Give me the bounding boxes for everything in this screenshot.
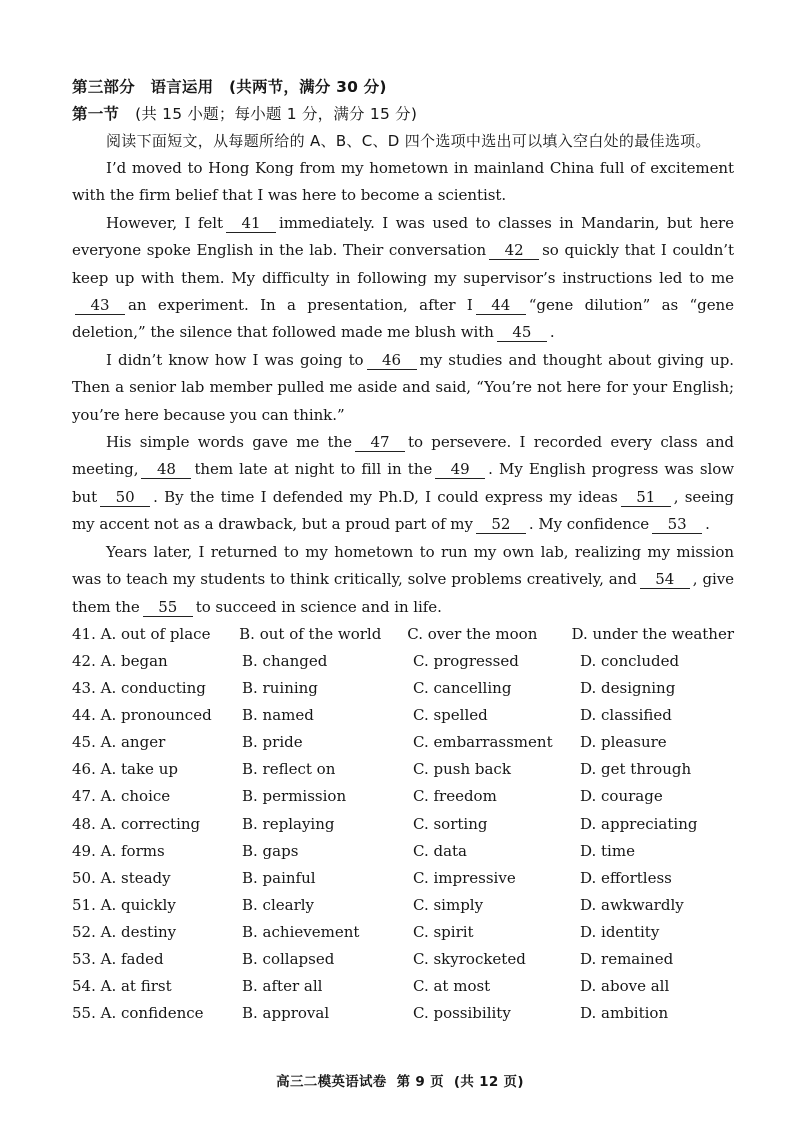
- option-d: D. above all: [580, 977, 670, 996]
- option-row-41: [72, 621, 734, 648]
- option-a: 43. A. conducting: [72, 679, 206, 698]
- option-b: B. changed: [242, 652, 328, 670]
- answer-options: [72, 621, 734, 1027]
- option-c: C. freedom: [413, 787, 497, 806]
- page-footer: [0, 1070, 800, 1090]
- option-b: B. reflect on: [242, 760, 336, 779]
- option-c: C. over the moon: [407, 624, 538, 643]
- blank-44: 44: [476, 296, 526, 315]
- option-a: 48. A. correcting: [72, 814, 201, 833]
- option-row-54: [72, 973, 734, 1000]
- option-c: C. spelled: [413, 706, 488, 725]
- blank-45: 45: [497, 323, 547, 342]
- blank-55: 55: [143, 598, 193, 617]
- blank-47: 47: [355, 433, 405, 452]
- passage-text: to succeed in science and in life.: [195, 597, 442, 616]
- passage-paragraph-5: [72, 539, 734, 621]
- option-a: 54. A. at first: [72, 977, 172, 996]
- option-row-43: [72, 675, 734, 702]
- passage-text: my studies and thought about giving up. Then a senior lab member pulled me aside and said, “You’re not here for your English; you’re here because you can think.”: [72, 350, 735, 424]
- option-b: B. approval: [242, 1004, 330, 1023]
- option-d: D. ambition: [580, 1004, 669, 1023]
- option-c: C. push back: [413, 760, 511, 779]
- option-b: B. permission: [242, 787, 347, 806]
- option-a: 42. A. began: [72, 652, 168, 670]
- passage-text: I didn’t know how I was going to: [106, 350, 364, 369]
- option-b: B. clearly: [242, 895, 315, 914]
- blank-53: 53: [652, 515, 702, 534]
- option-d: D. classified: [580, 706, 672, 725]
- blank-41: 41: [226, 214, 276, 233]
- option-c: C. skyrocketed: [413, 950, 526, 969]
- option-a: 49. A. forms: [72, 841, 165, 860]
- option-d: D. remained: [580, 950, 674, 969]
- option-row-48: [72, 811, 734, 838]
- passage-text: His simple words gave me the: [106, 433, 352, 452]
- option-a: 41. A. out of place: [72, 624, 211, 643]
- option-b: B. collapsed: [242, 950, 335, 969]
- option-d: D. designing: [580, 679, 676, 698]
- passage-text: an experiment. In a presentation, after I: [128, 296, 473, 315]
- option-d: D. awkwardly: [580, 895, 684, 914]
- option-d: D. pleasure: [580, 733, 667, 752]
- passage-text: .: [705, 515, 710, 534]
- passage-text: them late at night to fill in the: [194, 460, 433, 479]
- subsection-note: (共 15 小题；每小题 1 分，满分 15 分): [135, 105, 418, 123]
- option-row-53: [72, 946, 734, 973]
- option-c: C. at most: [413, 977, 491, 996]
- footer-exam-name: 高三二模英语试卷: [276, 1074, 387, 1090]
- passage-paragraph-3: [72, 347, 734, 429]
- option-row-50: [72, 865, 734, 892]
- option-c: C. data: [413, 841, 467, 860]
- option-d: D. identity: [580, 922, 660, 941]
- passage-text: , give them the: [72, 570, 734, 616]
- blank-54: 54: [640, 570, 690, 589]
- passage-text: Years later, I returned to my hometown to run my own lab, realizing my mission was to teach my students to think critically, solve problems creatively, and: [72, 542, 734, 589]
- option-row-55: [72, 1000, 734, 1027]
- passage-text: immediately. I was used to classes in Mandarin, but here everyone spoke English in the lab. Their conversation: [72, 213, 735, 260]
- option-c: C. spirit: [413, 922, 474, 941]
- option-c: C. impressive: [413, 868, 516, 887]
- subsection-title: 第一节: [72, 105, 120, 123]
- option-b: B. after all: [242, 977, 323, 996]
- passage-text: . By the time I defended my Ph.D, I could express my ideas: [153, 487, 618, 506]
- option-d: D. time: [580, 841, 635, 860]
- option-c: C. sorting: [413, 814, 488, 833]
- option-row-47: [72, 783, 734, 810]
- blank-52: 52: [476, 515, 526, 534]
- option-a: 46. A. take up: [72, 760, 178, 779]
- subsection-heading: [72, 100, 734, 128]
- option-d: D. appreciating: [580, 814, 698, 833]
- option-c: C. simply: [413, 895, 484, 914]
- passage-paragraph-2: [72, 210, 734, 347]
- option-row-46: [72, 756, 734, 783]
- passage-text: so quickly that I couldn’t keep up with them. My difficulty in following my supervisor’s instructions led to me: [72, 241, 734, 287]
- option-c: C. progressed: [413, 652, 519, 670]
- option-row-49: [72, 838, 734, 865]
- option-d: D. courage: [580, 787, 663, 806]
- option-b: B. gaps: [242, 841, 299, 860]
- option-d: D. under the weather: [571, 624, 734, 643]
- passage-text: to persevere. I recorded every class and meeting,: [72, 433, 734, 479]
- option-row-52: [72, 919, 734, 946]
- option-b: B. painful: [242, 868, 316, 887]
- blank-46: 46: [367, 351, 417, 370]
- option-b: B. achievement: [242, 922, 360, 941]
- option-b: B. out of the world: [239, 624, 382, 643]
- option-a: 50. A. steady: [72, 868, 171, 887]
- blank-49: 49: [435, 460, 485, 479]
- option-b: B. ruining: [242, 679, 318, 698]
- option-a: 52. A. destiny: [72, 922, 177, 941]
- option-a: 53. A. faded: [72, 950, 164, 969]
- blank-42: 42: [489, 241, 539, 260]
- exam-page: [72, 74, 734, 1027]
- option-row-44: [72, 702, 734, 729]
- option-c: C. embarrassment: [413, 733, 553, 752]
- option-c: C. possibility: [413, 1004, 511, 1023]
- blank-43: 43: [75, 296, 125, 315]
- passage-text: However, I felt: [106, 213, 223, 232]
- instructions: 阅读下面短文，从每题所给的 A、B、C、D 四个选项中选出可以填入空白处的最佳选项。: [106, 132, 711, 150]
- option-d: D. get through: [580, 760, 692, 779]
- option-b: B. replaying: [242, 814, 335, 833]
- option-d: D. concluded: [580, 652, 680, 670]
- option-row-51: [72, 892, 734, 919]
- option-b: B. pride: [242, 733, 303, 752]
- passage-text: . My confidence: [528, 515, 650, 534]
- passage-text: “gene dilution” as “gene deletion,” the silence that followed made me blush with: [72, 296, 734, 342]
- option-a: 47. A. choice: [72, 787, 171, 806]
- blank-51: 51: [621, 488, 671, 507]
- section-title: 第三部分 语言运用 (共两节，满分 30 分): [72, 78, 387, 96]
- passage-text: . My English progress was slow but: [72, 460, 734, 506]
- option-row-45: [72, 729, 734, 756]
- passage-text: , seeing my accent not as a drawback, but a proud part of my: [72, 487, 734, 534]
- option-a: 55. A. confidence: [72, 1004, 204, 1023]
- option-row-42: [72, 648, 734, 675]
- blank-50: 50: [100, 488, 150, 507]
- option-a: 44. A. pronounced: [72, 706, 212, 725]
- passage-paragraph-1: I’d moved to Hong Kong from my hometown in mainland China full of excitement with the firm belief that I was here to become a scientist.: [72, 159, 734, 205]
- passage-paragraph-4: [72, 429, 734, 539]
- passage-text: .: [549, 323, 555, 342]
- option-a: 51. A. quickly: [72, 895, 176, 914]
- option-c: C. cancelling: [413, 679, 512, 698]
- option-b: B. named: [242, 706, 314, 725]
- footer-page-number: 第 9 页: [396, 1074, 444, 1090]
- option-d: D. effortless: [580, 868, 672, 887]
- option-a: 45. A. anger: [72, 733, 166, 752]
- footer-page-total: (共 12 页): [453, 1074, 524, 1090]
- blank-48: 48: [141, 460, 191, 479]
